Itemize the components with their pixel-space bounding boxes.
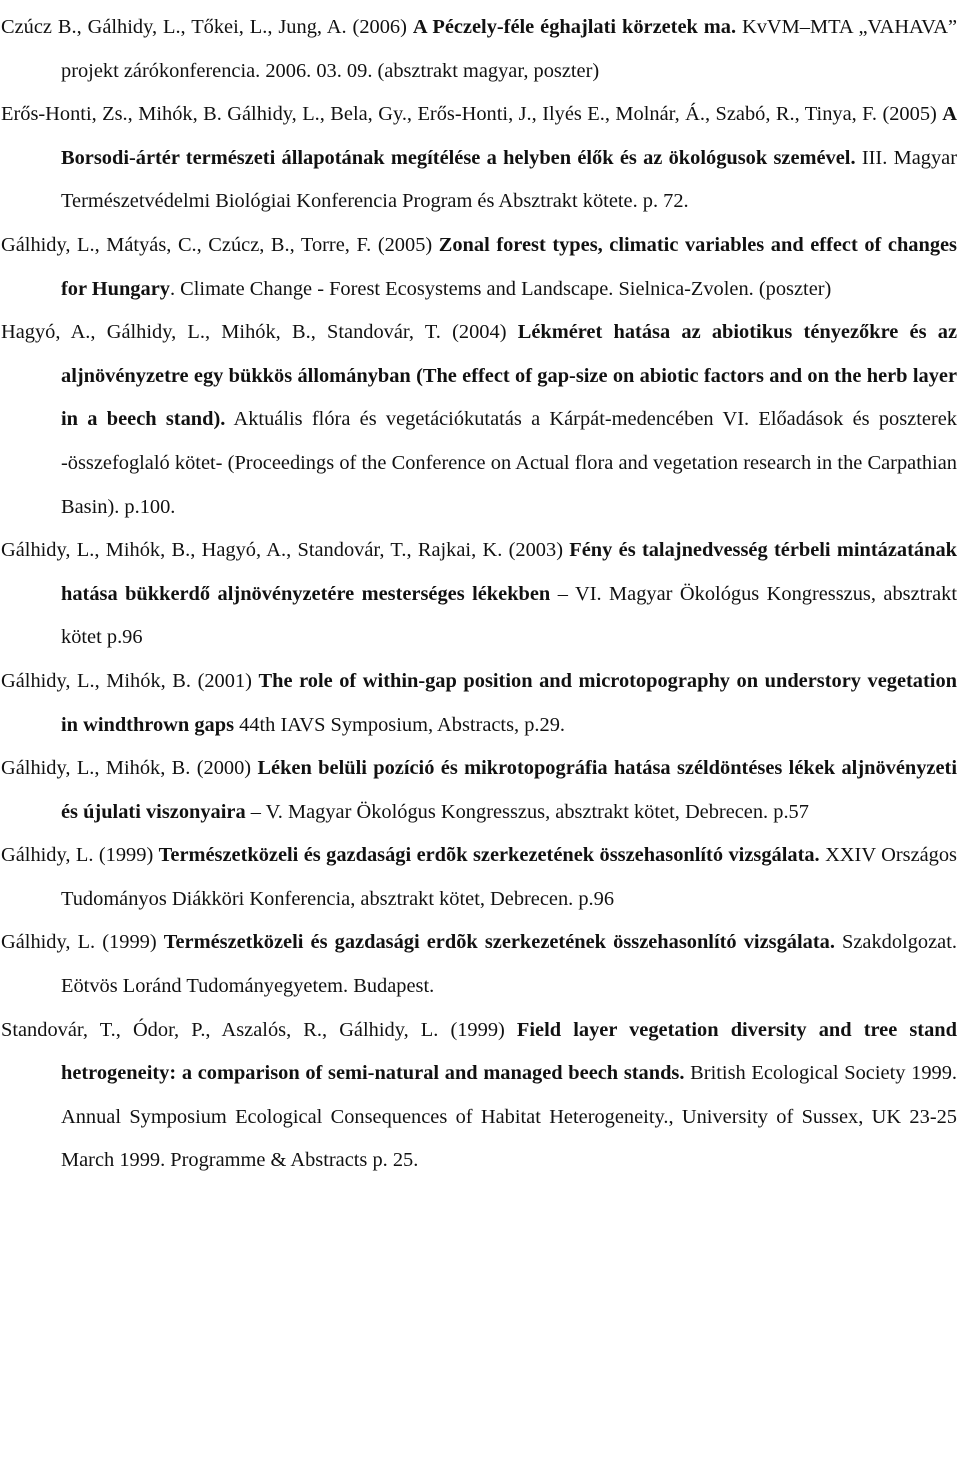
reference-title: Field layer vegetation diversity and tree stand hetrogeneity: a comparison of semi-natural and managed beech stands. [61,1018,957,1085]
reference-authors-year: Gálhidy, L. (1999) [1,844,159,867]
reference-authors-year: Czúcz B., Gálhidy, L., Tőkei, L., Jung, A. (2006) [1,16,413,38]
reference-source: – V. Magyar Ökológus Kongresszus, absztrakt kötet, Debrecen. p.57 [245,800,809,823]
reference-authors-year: Gálhidy, L., Mihók, B. (2001) [1,669,259,692]
reference-title: A Péczely-féle éghajlati körzetek ma. [412,16,737,38]
reference-item [1,834,957,921]
reference-item [1,660,957,747]
reference-title: Fény és talajnedvesség térbeli mintázatának hatása bükkerdő aljnövényzetére mesterséges lékekben [61,539,957,605]
reference-authors-year: Gálhidy, L., Mihók, B., Hagyó, A., Standovár, T., Rajkai, K. (2003) [1,539,570,562]
reference-source: III. Magyar Természetvédelmi Biológiai Konferencia Program és Absztrakt kötete. p. 72. [61,146,957,213]
reference-authors-year: Gálhidy, L., Mátyás, C., Czúcz, B., Torre, F. (2005) [1,233,439,256]
reference-authors-year: Hagyó, A., Gálhidy, L., Mihók, B., Standovár, T. (2004) [1,321,518,344]
reference-authors-year: Standovár, T., Ódor, P., Aszalós, R., Gálhidy, L. (1999) [1,1018,517,1041]
reference-source: KvVM–MTA „VAHAVA” projekt zárókonferencia. 2006. 03. 09. (absztrakt magyar, poszter) [61,16,958,82]
reference-title: Lékméret hatása az abiotikus tényezőkre és az aljnövényzetre egy bükkös állományban (The effect of gap-size on abiotic factors and on the herb layer in a beech stand). [61,321,957,431]
reference-item [1,747,957,834]
reference-source: – VI. Magyar Ökológus Kongresszus, absztrakt kötet p.96 [61,582,958,649]
reference-item [1,311,957,529]
reference-title: Természetközeli és gazdasági erdõk szerkezetének összehasonlító vizsgálata. [163,931,835,954]
reference-title: A Borsodi-ártér természeti állapotának megítélése a helyben élők és az ökológusok szemével. [61,103,957,169]
reference-title: The role of within-gap position and microtopography on understory vegetation in windthrown gaps [61,669,957,736]
reference-source: 44th IAVS Symposium, Abstracts, p.29. [234,713,566,736]
reference-title: Léken belüli pozíció és mikrotopográfia hatása széldöntéses lékek aljnövényzeti és újulati viszonyaira [61,757,957,823]
reference-authors-year: Erős-Honti, Zs., Mihók, B. Gálhidy, L., Bela, Gy., Erős-Honti, J., Ilyés E., Molnár, Á., Szabó, R., Tinya, F. (2005) [1,103,943,126]
reference-source: Aktuális flóra és vegetációkutatás a Kárpát-medencében VI. Előadások és poszterek -összefoglaló kötet- (Proceedings of the Conference on Actual flora and vegetation research in the Carpathian Basin). p.100. [61,408,957,518]
reference-item [1,529,957,660]
reference-source: XXIV Országos Tudományos Diákköri Konferencia, absztrakt kötet, Debrecen. p.96 [61,844,957,910]
reference-title: Természetközeli és gazdasági erdõk szerkezetének összehasonlító vizsgálata. [158,844,820,867]
reference-source: Szakdolgozat. Eötvös Loránd Tudományegyetem. Budapest. [61,931,957,998]
reference-item [1,921,957,1008]
reference-item [1,224,957,311]
reference-source: British Ecological Society 1999. Annual Symposium Ecological Consequences of Habitat Heterogeneity., University of Sussex, UK 23-25 March 1999. Programme & Abstracts p. 25. [61,1062,958,1172]
reference-item [1,1009,957,1183]
reference-title: Zonal forest types, climatic variables and effect of changes for Hungary [61,233,957,300]
reference-list [1,6,957,1183]
reference-item [1,6,957,93]
reference-authors-year: Gálhidy, L., Mihók, B. (2000) [1,757,258,780]
reference-authors-year: Gálhidy, L. (1999) [1,931,164,954]
reference-item [1,93,957,224]
reference-source: . Climate Change - Forest Ecosystems and Landscape. Sielnica-Zvolen. (poszter) [169,277,832,300]
